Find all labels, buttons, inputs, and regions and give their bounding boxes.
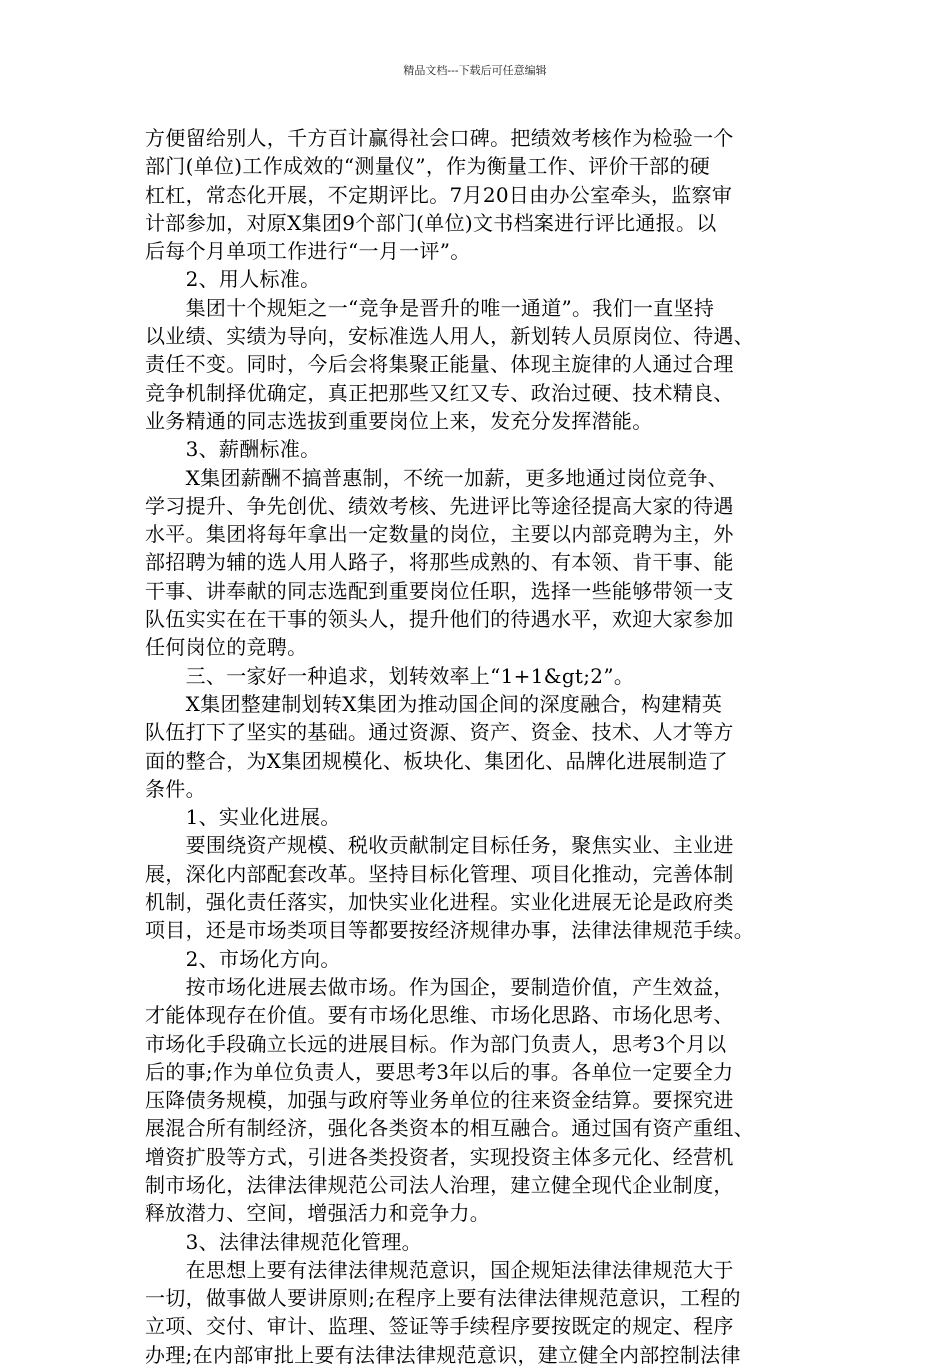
text-line: 压降债务规模，加强与政府等业务单位的往来资金结算。要探究进 xyxy=(145,1088,734,1113)
text-line: X集团整建制划转X集团为推动国企间的深度融合，构建精英 xyxy=(145,691,723,716)
text-line: 展，深化内部配套改革。坚持目标化管理、项目化推动，完善体制 xyxy=(145,861,734,886)
text-line: 按市场化进展去做市场。作为国企，要制造价值，产生效益， xyxy=(145,974,734,999)
text-line: 制市场化，法律法律规范公司法人治理，建立健全现代企业制度， xyxy=(145,1172,734,1197)
text-line: 计部参加，对原X集团9个部门(单位)文书档案进行评比通报。以 xyxy=(145,210,717,235)
text-line: 市场化手段确立长远的进展目标。作为部门负责人，思考3个月以 xyxy=(145,1031,727,1056)
text-line: 任何岗位的竞聘。 xyxy=(145,635,308,660)
text-line: 项目，还是市场类项目等都要按经济规律办事，法律法律规范手续。 xyxy=(145,918,754,943)
text-line: 业务精通的同志选拔到重要岗位上来，发充分发挥潜能。 xyxy=(145,408,653,433)
text-line: 队伍打下了坚实的基础。通过资源、资产、资金、技术、人才等方 xyxy=(145,720,734,745)
text-line: 展混合所有制经济，强化各类资本的相互融合。通过国有资产重组、 xyxy=(145,1116,754,1141)
text-line: 一切，做事做人要讲原则;在程序上要有法律法律规范意识，工程的 xyxy=(145,1286,741,1311)
document-body xyxy=(145,124,810,1369)
text-line: X集团薪酬不搞普惠制，不统一加薪，更多地通过岗位竞争、 xyxy=(145,465,728,490)
text-line: 面的整合，为X集团规模化、板块化、集团化、品牌化进展制造了 xyxy=(145,748,728,773)
text-line: 释放潜力、空间，增强活力和竞争力。 xyxy=(145,1201,491,1226)
page-header: 精品文档---下载后可任意编辑 xyxy=(403,64,547,77)
text-line: 学习提升、争先创优、绩效考核、先进评比等途径提高大家的待遇 xyxy=(145,493,734,518)
text-line: 干事、讲奉献的同志选配到重要岗位任职，选择一些能够带领一支 xyxy=(145,578,734,603)
text-line: 水平。集团将每年拿出一定数量的岗位，主要以内部竞聘为主，外 xyxy=(145,522,734,547)
text-line: 责任不变。同时，今后会将集聚正能量、体现主旋律的人通过合理 xyxy=(145,352,734,377)
text-line: 部招聘为辅的选人用人路子，将那些成熟的、有本领、肯干事、能 xyxy=(145,550,734,575)
text-line: 办理;在内部审批上要有法律法律规范意识，建立健全内部控制法律 xyxy=(145,1342,741,1367)
text-line: 方便留给别人，千方百计赢得社会口碑。把绩效考核作为检验一个 xyxy=(145,126,734,150)
text-line: 后每个月单项工作进行“一月一评”。 xyxy=(145,239,471,264)
text-line: 部门(单位)工作成效的“测量仪”，作为衡量工作、评价干部的硬 xyxy=(145,154,711,179)
text-line: 机制，强化责任落实，加快实业化进程。实业化进展无论是政府类 xyxy=(145,890,734,915)
text-line: 才能体现存在价值。要有市场化思维、市场化思路、市场化思考、 xyxy=(145,1003,734,1028)
section-heading-three: 三、一家好一种追求，划转效率上“1+1&gt;2”。 xyxy=(145,663,635,688)
text-line: 队伍实实在在干事的领头人，提升他们的待遇水平，欢迎大家参加 xyxy=(145,607,734,632)
section-heading-1: 1、实业化进展。 xyxy=(145,805,341,830)
text-line: 后的事;作为单位负责人，要思考3年以后的事。各单位一定要全力 xyxy=(145,1059,734,1084)
text-line: 增资扩股等方式，引进各类投资者，实现投资主体多元化、经营机 xyxy=(145,1144,734,1169)
text-line: 要围绕资产规模、税收贡献制定目标任务，聚焦实业、主业进 xyxy=(145,833,734,858)
text-line: 以业绩、实绩为导向，安标准选人用人，新划转人员原岗位、待遇、 xyxy=(145,324,754,349)
text-line: 立项、交付、审计、监理、签证等手续程序要按既定的规定、程序 xyxy=(145,1314,734,1339)
text-line: 条件。 xyxy=(145,776,206,801)
text-line: 竞争机制择优确定，真正把那些又红又专、政治过硬、技术精良、 xyxy=(145,380,734,405)
text-line: 集团十个规矩之一“竞争是晋升的唯一通道”。我们一直坚持 xyxy=(145,295,715,320)
text-line: 在思想上要有法律法律规范意识，国企规矩法律法律规范大于 xyxy=(145,1257,734,1282)
text-line: 杠杠，常态化开展，不定期评比。7月20日由办公室牵头，监察审 xyxy=(145,182,733,207)
section-heading-2: 2、用人标准。 xyxy=(145,267,321,292)
section-heading-3: 3、薪酬标准。 xyxy=(145,437,321,462)
section-heading-3b: 3、法律法律规范化管理。 xyxy=(145,1229,422,1254)
section-heading-2b: 2、市场化方向。 xyxy=(145,946,341,971)
